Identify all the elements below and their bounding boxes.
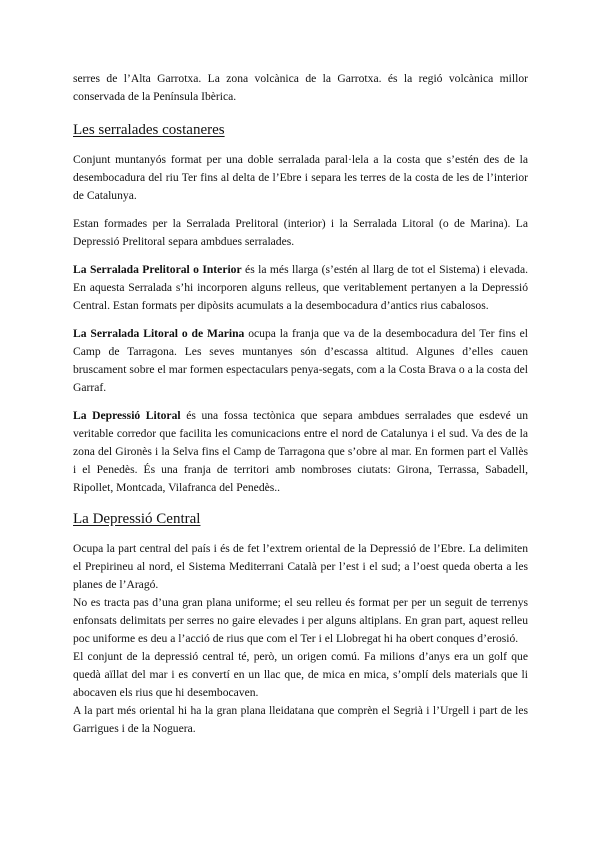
paragraph: Conjunt muntanyós format per una doble serralada paral·lela a la costa que s’estén des de la desembocadura del riu Ter fins al delta de l’Ebre i separa les terres de la costa de les de l’interior de Catalunya.: [73, 153, 528, 202]
paragraph: Ocupa la part central del país i és de fet l’extrem oriental de la Depressió de l’Ebre. La delimiten el Prepirineu al nord, el Sistema Mediterrani Català per l’est i el sud; a l’oest queda oberta a les planes de l’Aragó.: [73, 542, 528, 591]
bold-term: La Depressió Litoral: [73, 409, 181, 422]
paragraph: [73, 325, 528, 397]
section-serralades: [73, 122, 528, 497]
paragraph: El conjunt de la depressió central té, però, un origen comú. Fa milions d’anys era un golf que quedà aïllat del mar i es convertí en un llac que, de mica en mica, s’omplí dels materials que li abocaven els rius que hi desembocaven.: [73, 650, 528, 699]
paragraph: Estan formades per la Serralada Prelitoral (interior) i la Serralada Litoral (o de Marina). La Depressió Prelitoral separa ambdues serralades.: [73, 217, 528, 248]
paragraph: [73, 407, 528, 497]
paragraph-text: és la més llarga (s’estén al llarg de tot el Sistema) i elevada. En aquesta Serralada s’hi incorporen alguns relleus, que veritablement pertanyen a la Depressió Central. Estan formats per dipòsits acumulats a la desembocadura d’antics rius cabalosos.: [73, 263, 528, 312]
intro-paragraph: serres de l’Alta Garrotxa. La zona volcànica de la Garrotxa. és la regió volcànica millor conservada de la Península Ibèrica.: [73, 72, 528, 103]
paragraph: A la part més oriental hi ha la gran plana lleidatana que comprèn el Segrià i l’Urgell i part de les Garrigues i de la Noguera.: [73, 704, 528, 735]
paragraph: No es tracta pas d’una gran plana uniforme; el seu relleu és format per per un seguit de terrenys enfonsats delimitats per serres no gaire elevades i per alguns altiplans. En gran part, aquest relleu poc uniforme es deu a l’acció de rius que com el Ter i el Llobregat hi ha obert conques d’erosió.: [73, 596, 528, 645]
paragraph-text: és una fossa tectònica que separa ambdues serralades que esdevé un veritable corredor que facilita les comunicacions entre el nord de Catalunya i el sud. Va des de la zona del Gironès i la Selva fins el Camp de Tarragona que s’obre al mar. En formen part el Vallès i el Penedès. És una franja de territori amb nombroses ciutats: Girona, Terrassa, Sabadell, Ripollet, Montcada, Vilafranca del Penedès..: [73, 409, 528, 494]
bold-term: La Serralada Litoral o de Marina: [73, 327, 245, 340]
section-heading-depressio: La Depressió Central: [73, 511, 201, 527]
bold-term: La Serralada Prelitoral o Interior: [73, 263, 242, 276]
paragraph-text: ocupa la franja que va de la desembocadura del Ter fins el Camp de Tarragona. Les seves muntanyes són d’escassa altitud. Algunes d’elles cauen bruscament sobre el mar formen espectaculars penya-segats, com a la Costa Brava o a la costa del Garraf.: [73, 327, 528, 394]
section-heading-serralades: Les serralades costaneres: [73, 122, 225, 138]
paragraph: [73, 261, 528, 315]
section-depressio-central: [73, 511, 528, 738]
